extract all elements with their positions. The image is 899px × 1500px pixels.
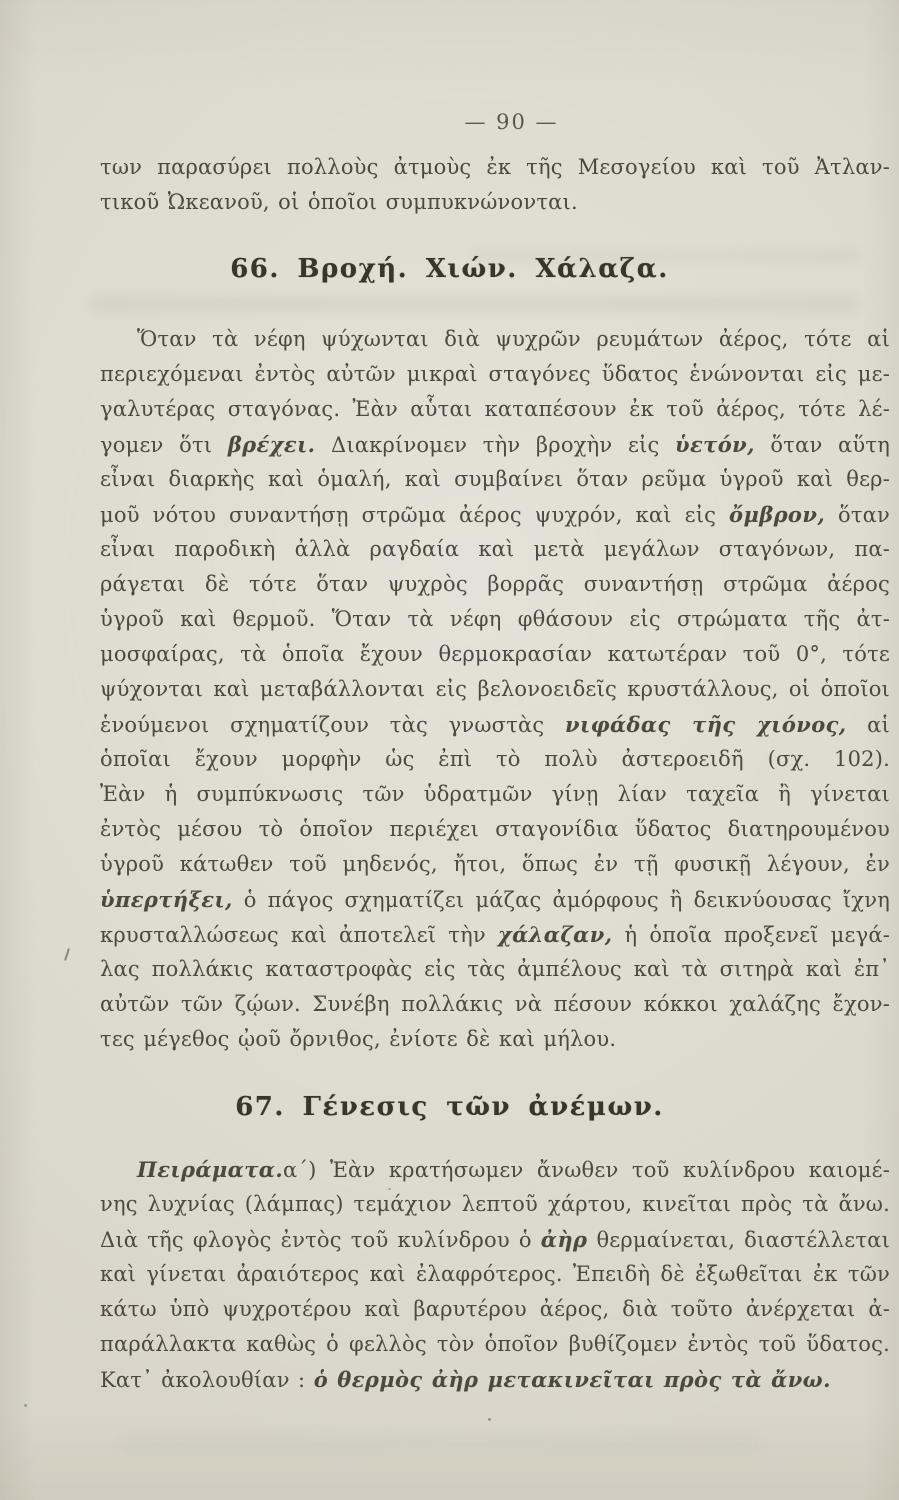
body-text: εἶναι διαρκὴς καὶ ὁμαλή, καὶ συμβαίνει ὅταν ρεῦμα ὑγροῦ καὶ θερ- bbox=[100, 467, 890, 491]
text-line bbox=[100, 952, 890, 987]
body-text: λας πολλάκις καταστροφὰς εἰς τὰς ἀμπέλους καὶ τὰ σιτηρὰ καὶ ἐπ᾽ bbox=[100, 957, 890, 981]
text-line bbox=[100, 917, 890, 952]
body-text: ἐντὸς μέσου τὸ ὁποῖον περιέχει σταγονίδια ὕδατος διατηρουμένου bbox=[100, 817, 890, 841]
emphasized-text: νιφάδας τῆς χιόνος, bbox=[565, 712, 847, 737]
text-line bbox=[100, 882, 890, 917]
body-text: ὁ πάγος σχηματίζει μάζας ἀμόρφους ἢ δεικνύουσας ἴχνη bbox=[232, 888, 890, 912]
body-text: κάτω ὑπὸ ψυχροτέρου καὶ βαρυτέρου ἀέρος, διὰ τοῦτο ἀνέρχεται ἀ- bbox=[100, 1297, 890, 1321]
body-text: Διὰ τῆς φλογὸς ἐντὸς τοῦ κυλίνδρου ὁ bbox=[100, 1228, 541, 1252]
body-text: α΄) Ἐὰν κρατήσωμεν ἄνωθεν τοῦ κυλίνδρου καιομέ- bbox=[283, 1158, 890, 1182]
body-text: ἑνούμενοι σχηματίζουν τὰς γνωστὰς bbox=[100, 713, 566, 737]
body-text: ὅταν αὕτη bbox=[754, 433, 890, 457]
text-line bbox=[100, 1327, 890, 1362]
section-67-heading: 67. Γένεσις τῶν ἀνέμων. bbox=[235, 1092, 664, 1122]
body-text: γομεν ὅτι bbox=[100, 433, 228, 457]
text-line bbox=[100, 1257, 890, 1292]
text-line bbox=[100, 742, 890, 777]
body-text: παράλλακτα καθὼς ὁ φελλὸς τὸν ὁποῖον βυθίζομεν ἐντὸς τοῦ ὕδατος. bbox=[100, 1332, 890, 1356]
text-line bbox=[100, 532, 890, 567]
body-text: μοῦ νότου συναντήσῃ στρῶμα ἀέρος ψυχρόν, καὶ εἰς bbox=[100, 503, 730, 527]
page-number: — 90 — bbox=[464, 110, 559, 134]
text-line bbox=[100, 637, 890, 672]
scan-smudge bbox=[90, 296, 860, 312]
scan-mark bbox=[64, 948, 70, 961]
text-line bbox=[100, 392, 890, 427]
text-line bbox=[100, 1152, 890, 1187]
body-text: ὅταν bbox=[825, 503, 890, 527]
emphasized-text: Πειράματα. bbox=[137, 1157, 284, 1182]
body-text: μοσφαίρας, τὰ ὁποῖα ἔχουν θερμοκρασίαν κατωτέραν τοῦ 0°, τότε bbox=[100, 642, 890, 666]
section-66-heading: 66. Βροχή. Χιών. Χάλαζα. bbox=[230, 254, 669, 284]
emphasized-text: χάλαζαν, bbox=[497, 922, 613, 947]
body-text: κρυσταλλώσεως καὶ ἀποτελεῖ τὴν bbox=[100, 923, 498, 947]
text-line bbox=[100, 707, 890, 742]
text-line bbox=[100, 322, 890, 357]
body-text: ἡ ὁποῖα προξενεῖ μεγά- bbox=[612, 923, 891, 947]
scan-smudge bbox=[120, 1438, 760, 1452]
text-line bbox=[100, 812, 890, 847]
body-text: ὑγροῦ κάτωθεν τοῦ μηδενός, ἤτοι, ὅπως ἐν τῇ φυσικῇ λέγουν, ἐν bbox=[100, 852, 890, 876]
emphasized-text: ὑετόν, bbox=[675, 432, 755, 457]
text-line bbox=[100, 185, 890, 220]
continuation-paragraph bbox=[100, 150, 890, 220]
body-text: θερμαίνεται, διαστέλλεται bbox=[587, 1228, 890, 1252]
body-text: εἶναι παροδικὴ ἀλλὰ ραγδαία καὶ μετὰ μεγάλων σταγόνων, πα- bbox=[100, 537, 890, 561]
text-line bbox=[100, 567, 890, 602]
body-text: περιεχόμεναι ἐντὸς αὐτῶν μικραὶ σταγόνες ὕδατος ἑνώνονται εἰς με- bbox=[100, 362, 890, 386]
body-text: αἱ bbox=[846, 713, 890, 737]
body-text: Διακρίνομεν τὴν βροχὴν εἰς bbox=[315, 433, 676, 457]
emphasized-text: ἀὴρ bbox=[540, 1227, 588, 1252]
scan-speck bbox=[24, 1404, 27, 1407]
text-line bbox=[100, 672, 890, 707]
text-line bbox=[100, 1022, 890, 1057]
emphasized-text: ὄμβρον, bbox=[729, 502, 826, 527]
text-line bbox=[100, 602, 890, 637]
body-text: Ὅταν τὰ νέφη ψύχωνται διὰ ψυχρῶν ρευμάτων ἀέρος, τότε αἱ bbox=[137, 327, 890, 351]
body-text: τες μέγεθος ᾠοῦ ὄρνιθος, ἐνίοτε δὲ καὶ μήλου. bbox=[100, 1027, 617, 1051]
body-text: τικοῦ Ὠκεανοῦ, οἱ ὁποῖοι συμπυκνώνονται. bbox=[100, 190, 578, 214]
text-line bbox=[100, 150, 890, 185]
text-line bbox=[100, 357, 890, 392]
body-text: των παρασύρει πολλοὺς ἀτμοὺς ἐκ τῆς Μεσογείου καὶ τοῦ Ἀτλαν- bbox=[100, 155, 890, 179]
body-text: καὶ γίνεται ἀραιότερος καὶ ἐλαφρότερος. Ἐπειδὴ δὲ ἐξωθεῖται ἐκ τῶν bbox=[100, 1262, 890, 1286]
text-line bbox=[100, 847, 890, 882]
body-text: ψύχονται καὶ μεταβάλλονται εἰς βελονοειδεῖς κρυστάλλους, οἱ ὁποῖοι bbox=[100, 677, 890, 701]
scan-speck bbox=[488, 1418, 491, 1421]
text-line bbox=[100, 427, 890, 462]
emphasized-text: ὑπερτήξει, bbox=[100, 887, 233, 912]
text-line bbox=[100, 1362, 890, 1397]
body-text: Κατ᾽ ἀκολουθίαν : bbox=[100, 1368, 314, 1392]
body-text: γαλυτέρας σταγόνας. Ἐὰν αὗται καταπέσουν ἐκ τοῦ ἀέρος, τότε λέ- bbox=[100, 397, 890, 421]
body-text: ράγεται δὲ τότε ὅταν ψυχρὸς βορρᾶς συναντήσῃ στρῶμα ἀέρος bbox=[100, 572, 890, 596]
body-text: Ἐὰν ἡ συμπύκνωσις τῶν ὑδρατμῶν γίνῃ λίαν ταχεῖα ἢ γίνεται bbox=[100, 782, 890, 806]
emphasized-text: βρέχει. bbox=[227, 432, 316, 457]
text-line bbox=[100, 462, 890, 497]
body-text: αὐτῶν τῶν ζῴων. Συνέβη πολλάκις νὰ πέσουν κόκκοι χαλάζης ἔχον- bbox=[100, 992, 890, 1016]
body-text: ὑγροῦ καὶ θερμοῦ. Ὅταν τὰ νέφη φθάσουν εἰς στρώματα τῆς ἀτ- bbox=[100, 607, 890, 631]
text-line bbox=[100, 1187, 890, 1222]
text-line bbox=[100, 1222, 890, 1257]
text-line bbox=[100, 1292, 890, 1327]
text-line bbox=[100, 497, 890, 532]
emphasized-text: ὁ θερμὸς ἀὴρ μετακινεῖται πρὸς τὰ ἄνω. bbox=[313, 1367, 831, 1392]
section-66-body bbox=[100, 322, 890, 1057]
text-line bbox=[100, 987, 890, 1022]
body-text: ὁποῖαι ἔχουν μορφὴν ὡς ἐπὶ τὸ πολὺ ἀστεροειδῆ (σχ. 102). bbox=[100, 747, 890, 771]
text-line bbox=[100, 777, 890, 812]
section-67-body bbox=[100, 1152, 890, 1397]
body-text: νης λυχνίας (λάμπας) τεμάχιον λεπτοῦ χάρτου, κινεῖται πρὸς τὰ ἄνω. bbox=[100, 1192, 890, 1216]
